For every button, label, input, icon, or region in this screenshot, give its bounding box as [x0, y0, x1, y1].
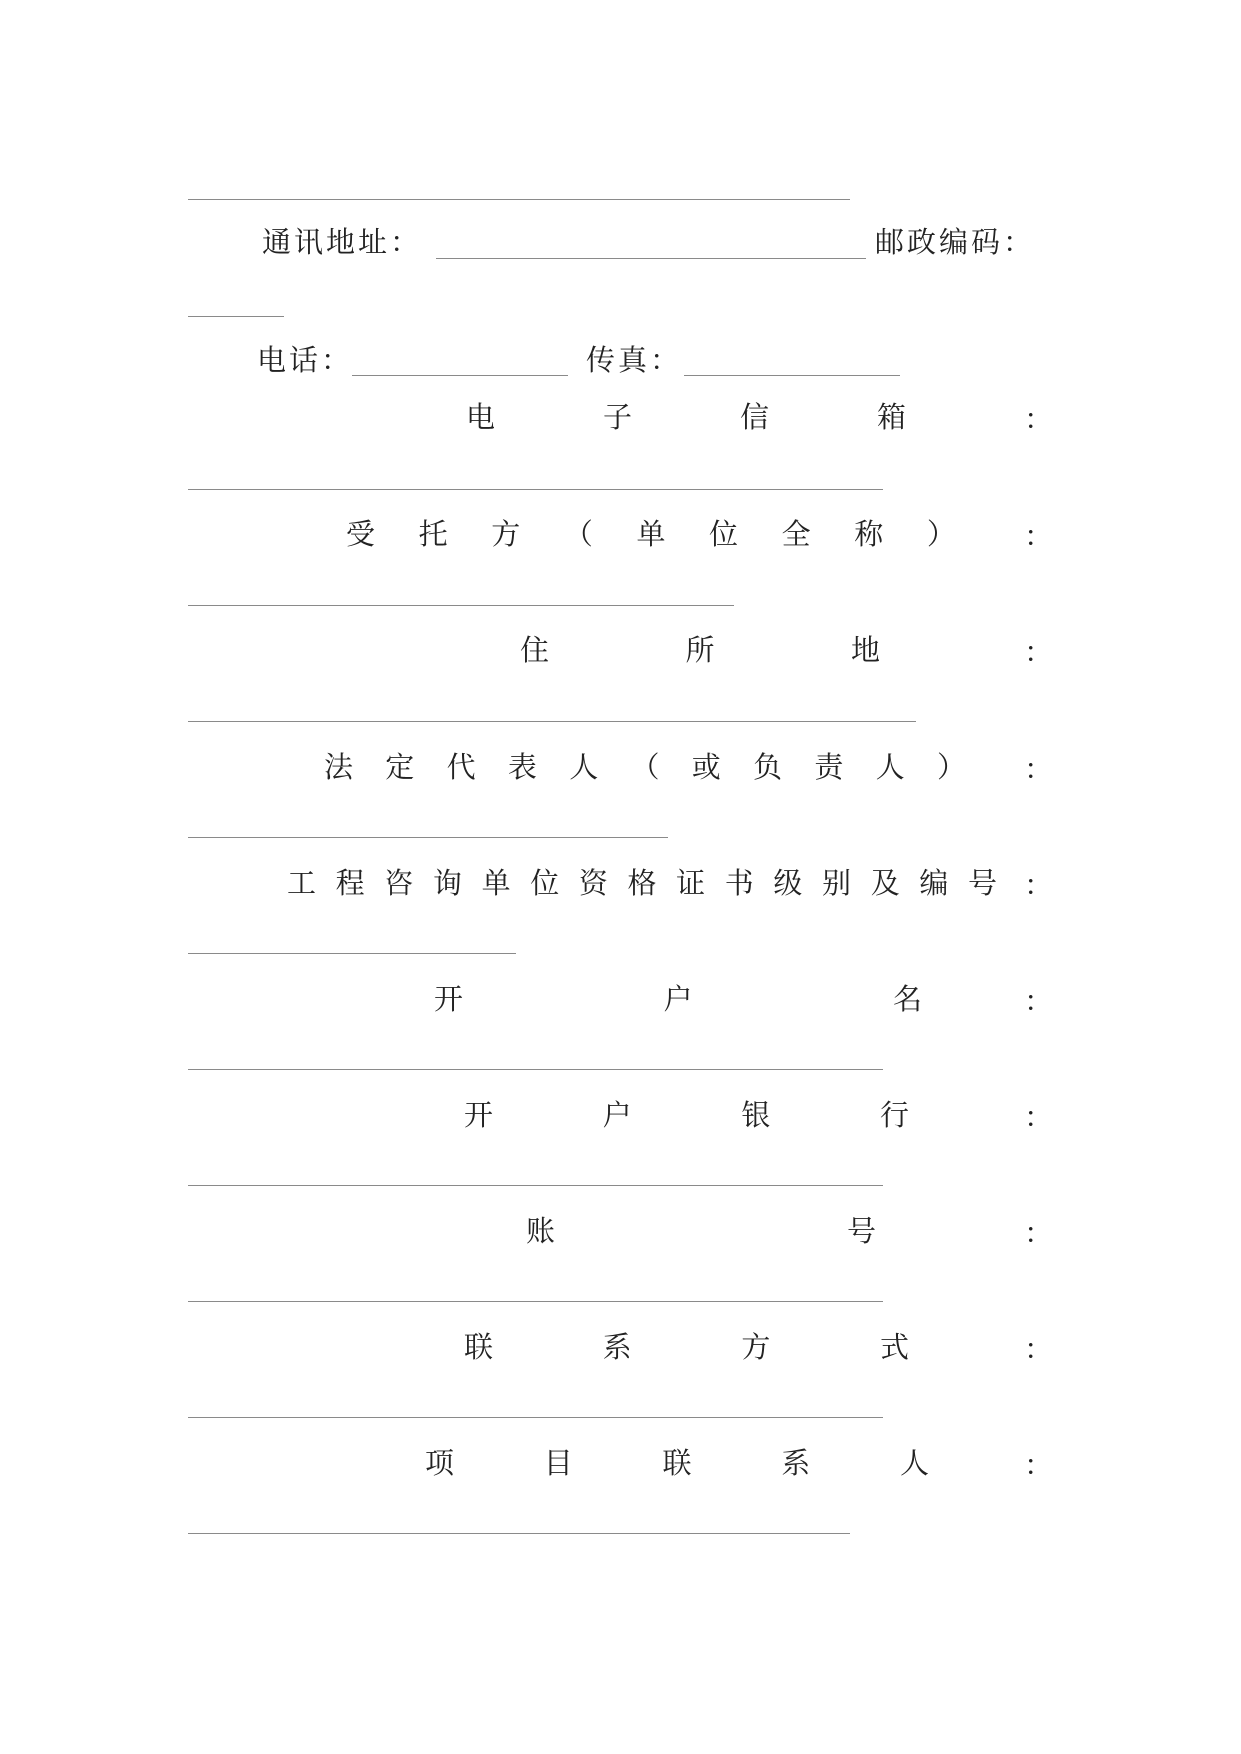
email-label-char: 信: [739, 400, 769, 434]
email-blank[interactable]: [188, 489, 883, 490]
legal-rep-label-char: 代: [446, 750, 476, 784]
project-contact-label-char: 联: [662, 1446, 692, 1480]
contact-method-blank[interactable]: [188, 1417, 883, 1418]
address-blank[interactable]: [436, 258, 866, 259]
project-contact-blank[interactable]: [188, 1533, 850, 1534]
legal-representative-blank[interactable]: [188, 837, 668, 838]
trustee-label-char: ）: [926, 517, 956, 551]
colon: ：: [1024, 1332, 1054, 1366]
colon: ：: [1024, 984, 1054, 1018]
qualification-label-char: 程: [335, 866, 365, 900]
account-name-label: [434, 981, 922, 1017]
email-label-char: 箱: [876, 400, 906, 434]
legal-rep-label-char: 或: [691, 750, 721, 784]
legal-rep-label-char: 责: [814, 750, 844, 784]
trustee-label: [346, 516, 956, 552]
blank-line: [188, 199, 850, 200]
residence-blank[interactable]: [188, 721, 916, 722]
colon: ：: [1024, 1216, 1054, 1250]
project-contact-label-char: 人: [899, 1446, 929, 1480]
project-contact-label-char: 系: [781, 1446, 811, 1480]
account-name-blank[interactable]: [188, 1069, 883, 1070]
qualification-label-char: 工: [287, 866, 317, 900]
trustee-label-char: 位: [709, 517, 739, 551]
fax-blank[interactable]: [684, 375, 900, 376]
qualification-label-char: 资: [578, 866, 608, 900]
email-label-char: 子: [602, 400, 632, 434]
colon: ：: [1024, 635, 1054, 669]
account-name-label-char: 户: [663, 982, 693, 1016]
phone-blank[interactable]: [352, 375, 568, 376]
account-number-blank[interactable]: [188, 1301, 883, 1302]
contact-method-label-char: 方: [741, 1330, 771, 1364]
colon: ：: [1024, 519, 1054, 553]
qualification-label-char: 格: [627, 866, 657, 900]
email-label: [466, 399, 906, 435]
colon: ：: [1024, 1100, 1054, 1134]
legal-rep-label-char: 人: [569, 750, 599, 784]
contact-method-label-char: 联: [464, 1330, 494, 1364]
residence-label-char: 地: [850, 633, 880, 667]
fax-label: 传真：: [586, 343, 683, 377]
contact-method-label: [464, 1329, 909, 1365]
trustee-label-char: （: [563, 517, 593, 551]
legal-rep-label-char: 定: [385, 750, 415, 784]
account-name-label-char: 名: [892, 982, 922, 1016]
trustee-blank[interactable]: [188, 605, 734, 606]
bank-label-char: 户: [602, 1098, 632, 1132]
qualification-label: [287, 865, 997, 901]
qualification-label-char: 号: [967, 866, 997, 900]
account-number-label: [526, 1213, 876, 1249]
residence-label-char: 住: [520, 633, 550, 667]
postal-code-blank[interactable]: [188, 316, 284, 317]
qualification-label-char: 书: [724, 866, 754, 900]
legal-rep-label-char: （: [630, 750, 660, 784]
legal-rep-label-char: 人: [875, 750, 905, 784]
colon: ：: [1024, 1448, 1054, 1482]
legal-rep-label-char: 法: [324, 750, 354, 784]
bank-label-char: 行: [879, 1098, 909, 1132]
project-contact-label-char: 目: [543, 1446, 573, 1480]
residence-label-char: 所: [685, 633, 715, 667]
phone-label: 电话：: [257, 343, 354, 377]
qualification-label-char: 及: [870, 866, 900, 900]
legal-representative-label: [324, 749, 966, 785]
bank-blank[interactable]: [188, 1185, 883, 1186]
bank-label-char: 银: [741, 1098, 771, 1132]
contact-method-label-char: 式: [879, 1330, 909, 1364]
legal-rep-label-char: ）: [936, 750, 966, 784]
qualification-label-char: 询: [432, 866, 462, 900]
email-label-char: 电: [466, 400, 496, 434]
qualification-label-char: 位: [530, 866, 560, 900]
project-contact-label-char: 项: [425, 1446, 455, 1480]
qualification-label-char: 编: [919, 866, 949, 900]
qualification-label-char: 咨: [384, 866, 414, 900]
qualification-label-char: 级: [773, 866, 803, 900]
contact-method-label-char: 系: [602, 1330, 632, 1364]
trustee-label-char: 称: [854, 517, 884, 551]
qualification-label-char: 证: [676, 866, 706, 900]
account-number-label-char: 号: [846, 1214, 876, 1248]
qualification-blank[interactable]: [188, 953, 516, 954]
trustee-label-char: 受: [346, 517, 376, 551]
bank-label-char: 开: [464, 1098, 494, 1132]
trustee-label-char: 托: [418, 517, 448, 551]
qualification-label-char: 单: [481, 866, 511, 900]
qualification-label-char: 别: [822, 866, 852, 900]
trustee-label-char: 全: [781, 517, 811, 551]
bank-label: [464, 1097, 909, 1133]
trustee-label-char: 方: [491, 517, 521, 551]
postal-code-label: 邮政编码：: [875, 225, 1036, 259]
legal-rep-label-char: 表: [507, 750, 537, 784]
address-label: 通讯地址：: [262, 225, 423, 259]
trustee-label-char: 单: [636, 517, 666, 551]
colon: ：: [1024, 752, 1054, 786]
colon: ：: [1024, 402, 1054, 436]
colon: ：: [1024, 868, 1054, 902]
residence-label: [520, 632, 880, 668]
account-name-label-char: 开: [434, 982, 464, 1016]
project-contact-label: [425, 1445, 929, 1481]
account-number-label-char: 账: [526, 1214, 556, 1248]
legal-rep-label-char: 负: [753, 750, 783, 784]
